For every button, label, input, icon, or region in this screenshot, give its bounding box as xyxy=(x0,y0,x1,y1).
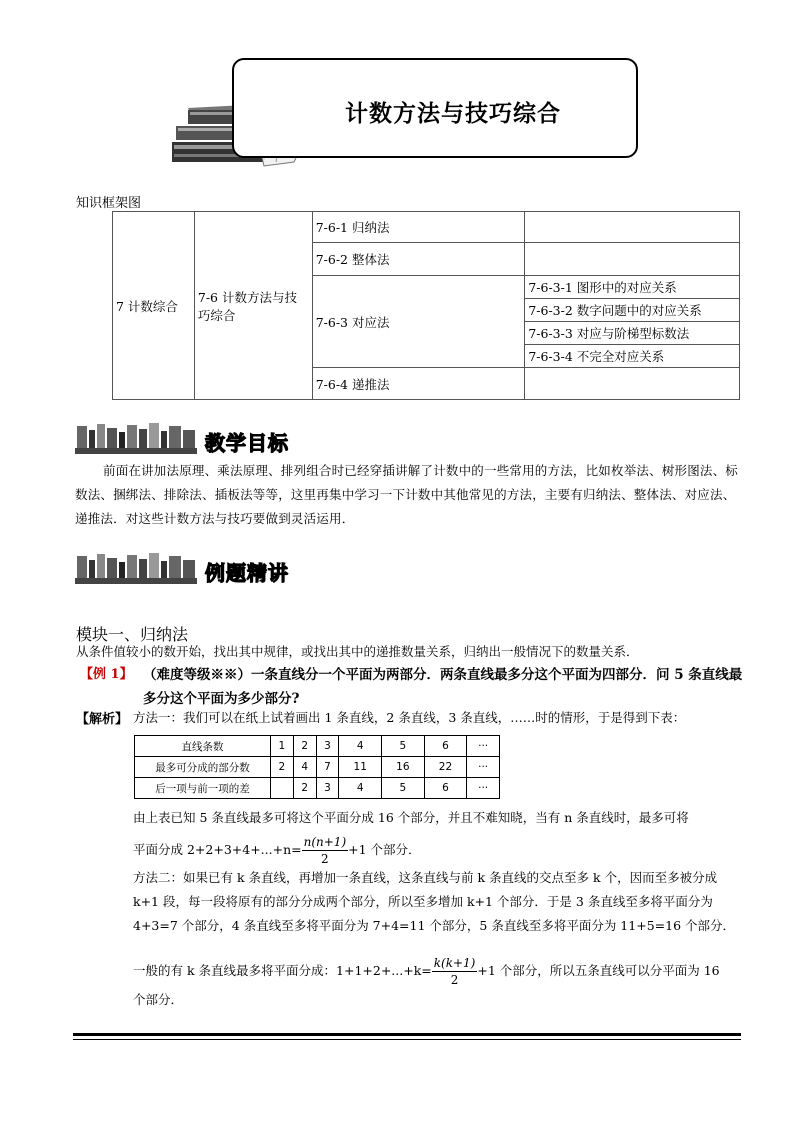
framework-cell-chapter: 7-6 计数方法与技巧综合 xyxy=(194,212,312,400)
goal-paragraph: 前面在讲加法原理、乘法原理、排列组合时已经穿插讲解了计数中的一些常用的方法，比如枚举法、树形图法、标数法、捆绑法、排除法、插板法等等，这里再集中学习一下计数中其他常见的方法，主要有归纳法、整体法、对应法、递推法．对这些计数方法与技巧要做到灵活运用． xyxy=(75,463,739,526)
framework-item: 7-6-1 归纳法 xyxy=(312,212,525,243)
solution-text: 一般的有 k 条直线最多将平面分成：1+1+2+...+k= xyxy=(133,963,432,978)
table-cell: 6 xyxy=(424,736,467,757)
framework-empty-cell xyxy=(525,368,740,400)
table-row xyxy=(135,778,500,799)
table-cell: 5 xyxy=(382,778,425,799)
page-title: 计数方法与技巧综合 xyxy=(345,101,561,127)
section-banner-examples xyxy=(75,552,305,586)
formula-fraction xyxy=(432,955,478,988)
framework-table xyxy=(112,211,740,400)
framework-sub-item: 7-6-3-4 不完全对应关系 xyxy=(525,345,740,368)
footer-rule xyxy=(73,1039,741,1040)
fraction-numerator: n(n+1) xyxy=(303,835,347,849)
table-cell: ··· xyxy=(467,757,500,778)
table-row-label: 直线条数 xyxy=(135,736,271,757)
table-cell: ··· xyxy=(467,736,500,757)
framework-item: 7-6-4 递推法 xyxy=(312,368,525,400)
table-cell: ··· xyxy=(467,778,500,799)
table-cell: 7 xyxy=(316,757,339,778)
example-tag: 【例 1】 xyxy=(80,667,133,682)
module-description: 从条件值较小的数开始，找出其中规律，或找出其中的递推数量关系，归纳出一般情况下的数量关系． xyxy=(76,644,639,659)
framework-empty-cell xyxy=(525,243,740,276)
module-title: 模块一、归纳法 xyxy=(76,625,189,644)
table-cell: 16 xyxy=(382,757,425,778)
table-cell: 4 xyxy=(339,736,382,757)
table-row-label: 最多可分成的部分数 xyxy=(135,757,271,778)
fraction-numerator: k(k+1) xyxy=(433,956,476,970)
bookshelf-icon xyxy=(75,552,199,586)
solution-intro: 方法一：我们可以在纸上试着画出 1 条直线，2 条直线，3 条直线，……时的情形，于是得到下表： xyxy=(133,710,686,725)
table-cell: 1 xyxy=(271,736,294,757)
framework-item: 7-6-2 整体法 xyxy=(312,243,525,276)
table-cell: 2 xyxy=(271,757,294,778)
table-row xyxy=(135,757,500,778)
table-cell: 2 xyxy=(293,778,316,799)
table-cell: 22 xyxy=(424,757,467,778)
table-cell: 3 xyxy=(316,778,339,799)
framework-sub-item: 7-6-3-1 图形中的对应关系 xyxy=(525,276,740,299)
table-cell xyxy=(271,778,294,799)
solution-text: 平面分成 2+2+3+4+...+n= xyxy=(133,842,302,857)
table-cell: 2 xyxy=(293,736,316,757)
bookshelf-icon xyxy=(75,422,199,456)
solution-paragraph-1 xyxy=(133,806,743,867)
section-banner-goals xyxy=(75,422,305,456)
solution-paragraph-2: 方法二：如果已有 k 条直线，再增加一条直线，这条直线与前 k 条直线的交点至多 k 个，因而至多被分成 k+1 段，每一段将原有的部分分成两个部分，所以至多增加 k+1 个部分．于是 3 条直线至多将平面分为 4+3=7 个部分，4 条直线至多将平面分为 7+4=11 个部分，5 条直线至多将平面分为 11+5=16 个部分． xyxy=(133,870,735,933)
example-question: （难度等级※※）一条直线分一个平面为两部分．两条直线最多分这个平面为四部分．问 5 条直线最多分这个平面为多少部分? xyxy=(143,667,743,707)
solution-text: 由上表已知 5 条直线最多可将这个平面分成 16 个部分，并且不难知晓，当有 n 条直线时，最多可将 xyxy=(133,810,689,825)
solution-tag: 【解析】 xyxy=(76,712,129,727)
section-heading: 教学目标 xyxy=(205,431,289,455)
section-heading: 例题精讲 xyxy=(205,561,289,585)
lines-regions-table xyxy=(134,735,500,799)
framework-item: 7-6-3 对应法 xyxy=(312,276,525,368)
table-cell: 6 xyxy=(424,778,467,799)
solution-text: +1 个部分． xyxy=(348,842,421,857)
framework-sub-item: 7-6-3-2 数字问题中的对应关系 xyxy=(525,299,740,322)
solution-paragraph-3 xyxy=(133,955,743,1012)
framework-label: 知识框架图 xyxy=(76,196,142,211)
footer-rule xyxy=(73,1033,741,1036)
framework-sub-item: 7-6-3-3 对应与阶梯型标数法 xyxy=(525,322,740,345)
fraction-denominator: 2 xyxy=(321,852,329,866)
table-cell: 3 xyxy=(316,736,339,757)
table-cell: 5 xyxy=(382,736,425,757)
table-cell: 4 xyxy=(293,757,316,778)
table-cell: 11 xyxy=(339,757,382,778)
table-row xyxy=(135,736,500,757)
table-row-label: 后一项与前一项的差 xyxy=(135,778,271,799)
fraction-denominator: 2 xyxy=(450,973,459,987)
solution-text: 个部分． xyxy=(133,992,184,1007)
solution-text: +1 个部分，所以五条直线可以分平面为 16 xyxy=(477,963,720,978)
framework-cell-topic: 7 计数综合 xyxy=(113,212,195,400)
formula-fraction xyxy=(302,834,349,867)
table-cell: 4 xyxy=(339,778,382,799)
framework-empty-cell xyxy=(525,212,740,243)
